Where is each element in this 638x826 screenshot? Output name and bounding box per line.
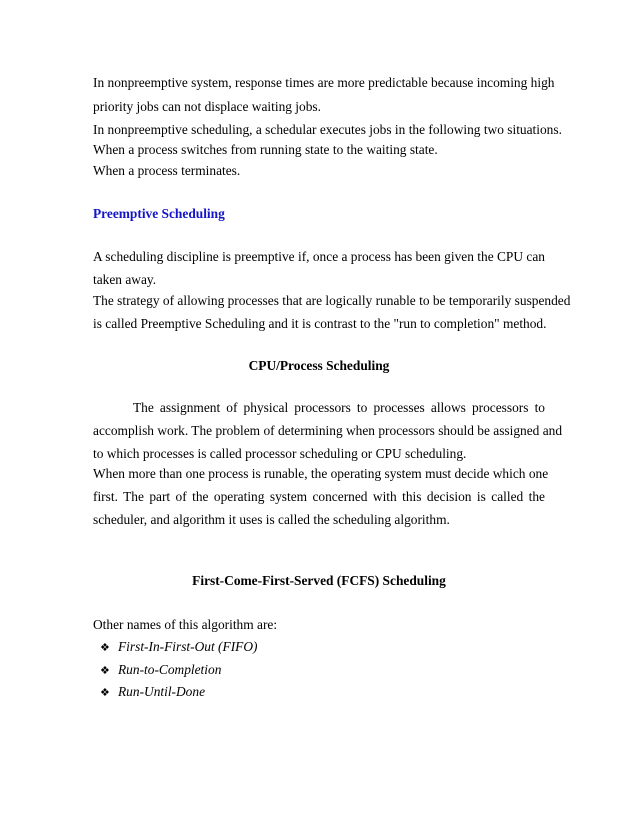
list-item-text: Run-to-Completion: [118, 662, 222, 677]
diamond-bullet-icon: ❖: [100, 642, 110, 654]
section-heading-fcfs: First-Come-First-Served (FCFS) Scheduling: [192, 573, 446, 588]
section-heading-preemptive: Preemptive Scheduling: [93, 206, 225, 221]
diamond-bullet-icon: ❖: [100, 665, 110, 677]
text-line: The strategy of allowing processes that are logically runable to be temporarily suspended: [93, 293, 571, 308]
text-line: to which processes is called processor scheduling or CPU scheduling.: [93, 446, 467, 461]
text-line: Other names of this algorithm are:: [93, 617, 278, 632]
text-line: When more than one process is runable, the operating system must decide which one: [93, 466, 549, 481]
text-line: is called Preemptive Scheduling and it is contrast to the "run to completion" method.: [93, 316, 547, 331]
text-line: In nonpreemptive system, response times are more predictable because incoming high: [93, 75, 555, 90]
list-item: [100, 639, 400, 656]
text-line: The assignment of physical processors to processes allows processors to: [133, 400, 545, 415]
text-line: A scheduling discipline is preemptive if, once a process has been given the CPU can: [93, 249, 545, 264]
text-line: taken away.: [93, 272, 157, 287]
diamond-bullet-icon: ❖: [100, 687, 110, 699]
text-line: scheduler, and algorithm it uses is called the scheduling algorithm.: [93, 512, 450, 527]
text-line: priority jobs can not displace waiting jobs.: [93, 99, 321, 114]
text-line: When a process terminates.: [93, 163, 241, 178]
text-line: When a process switches from running state to the waiting state.: [93, 142, 438, 157]
text-line: accomplish work. The problem of determining when processors should be assigned and: [93, 423, 563, 438]
section-heading-cpu-scheduling: CPU/Process Scheduling: [248, 358, 390, 373]
list-item: [100, 662, 400, 679]
list-item-text: First-In-First-Out (FIFO): [118, 639, 258, 654]
text-line: In nonpreemptive scheduling, a schedular executes jobs in the following two situations.: [93, 122, 562, 137]
text-line: first. The part of the operating system concerned with this decision is called the: [93, 489, 545, 504]
list-item-text: Run-Until-Done: [118, 684, 206, 699]
list-item: [100, 684, 400, 701]
